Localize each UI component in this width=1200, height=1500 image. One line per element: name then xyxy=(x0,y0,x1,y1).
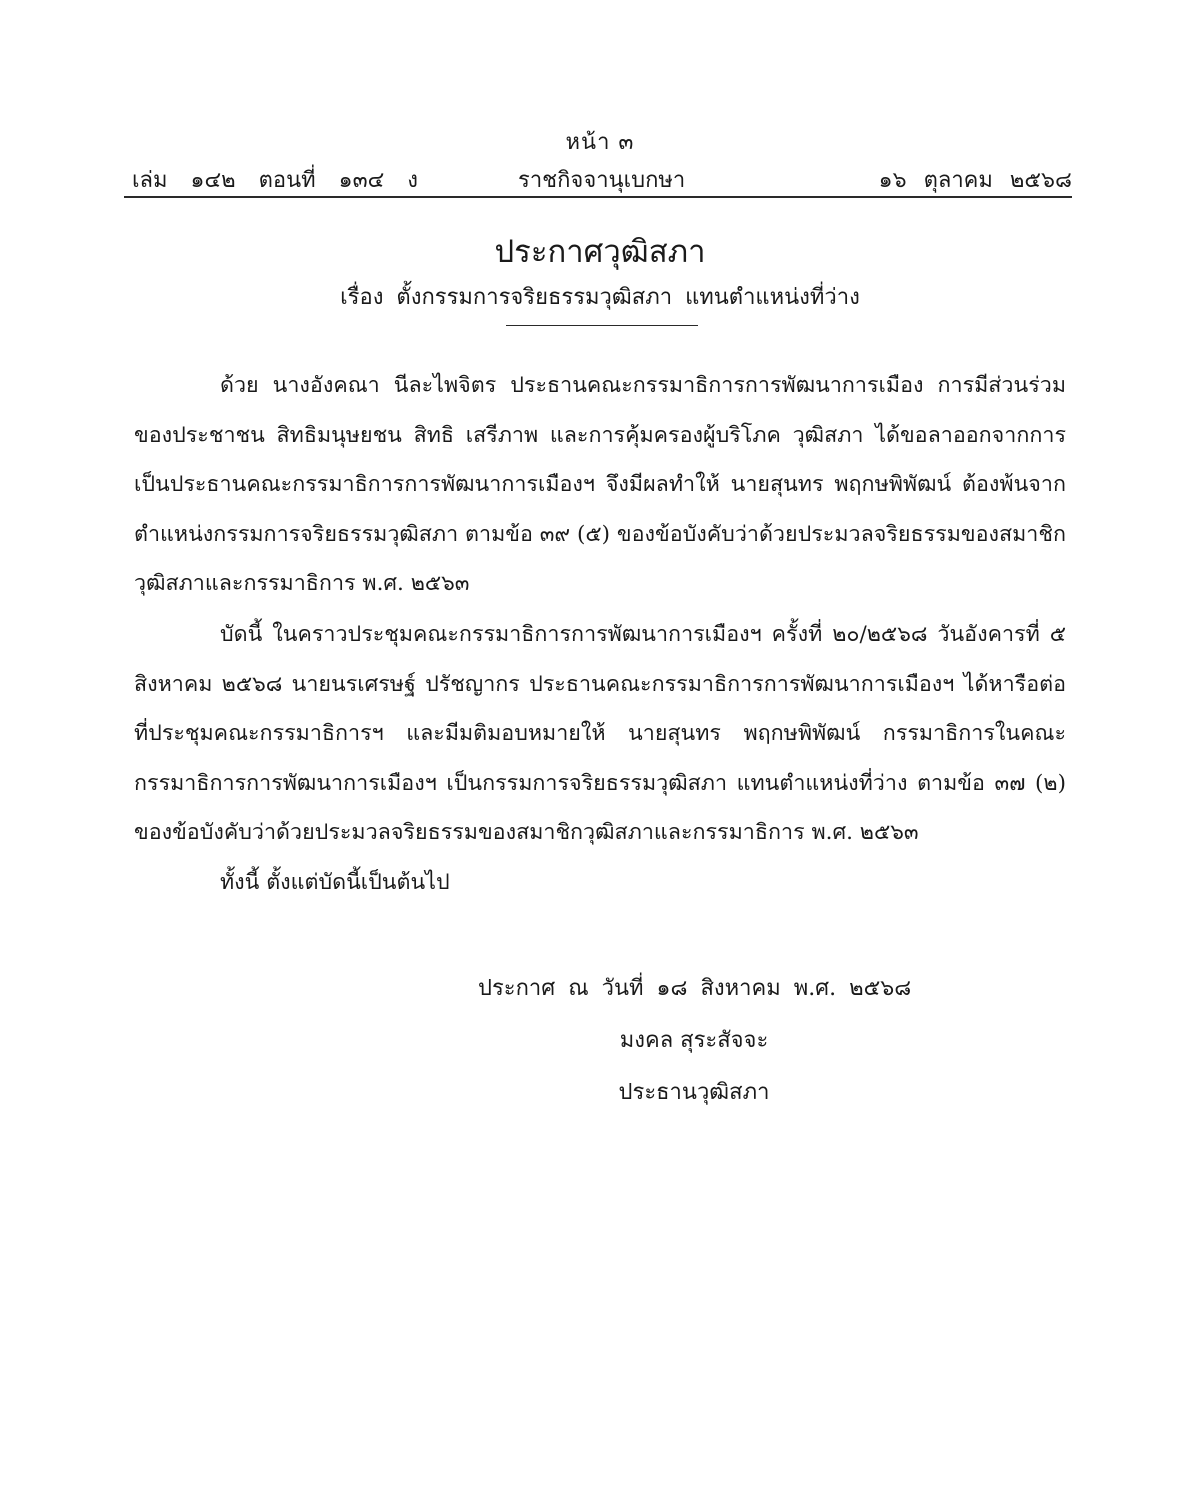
body-paragraph-1: ด้วย นางอังคณา นีละไพจิตร ประธานคณะกรรมาธิการการพัฒนาการเมือง การมีส่วนร่วมของประชาชน สิทธิมนุษยชน สิทธิ เสรีภาพ และการคุ้มครองผู้บริโภค วุฒิสภา ได้ขอลาออกจากการเป็นประธานคณะกรรมาธิการการพัฒนาการเมืองฯ จึงมีผลทำให้ นายสุนทร พฤกษพิพัฒน์ ต้องพ้นจากตำแหน่งกรรมการจริยธรรมวุฒิสภา ตามข้อ ๓๙ (๕) ของข้อบังคับว่าด้วยประมวลจริยธรรมของสมาชิกวุฒิสภาและกรรมาธิการ พ.ศ. ๒๕๖๓ xyxy=(134,373,1066,597)
body-paragraph-3: ทั้งนี้ ตั้งแต่บัดนี้เป็นต้นไป xyxy=(220,870,450,895)
gazette-header xyxy=(132,162,1072,194)
gazette-name: ราชกิจจานุเบกษา xyxy=(518,168,686,193)
page-number: หน้า ๓ xyxy=(565,130,635,155)
document-title: ประกาศวุฒิสภา xyxy=(494,234,706,270)
volume-issue: เล่ม ๑๔๒ ตอนที่ ๑๓๔ ง xyxy=(132,168,419,193)
document-subject: เรื่อง ตั้งกรรมการจริยธรรมวุฒิสภา แทนตำแหน่งที่ว่าง xyxy=(340,285,860,310)
body-paragraph-2: บัดนี้ ในคราวประชุมคณะกรรมาธิการการพัฒนาการเมืองฯ ครั้งที่ ๒๐/๒๕๖๘ วันอังคารที่ ๕ สิงหาคม ๒๕๖๘ นายนรเศรษฐ์ ปรัชญากร ประธานคณะกรรมาธิการการพัฒนาการเมืองฯ ได้หารือต่อที่ประชุมคณะกรรมาธิการฯ และมีมติมอบหมายให้ นายสุนทร พฤกษพิพัฒน์ กรรมาธิการในคณะกรรมาธิการการพัฒนาการเมืองฯ เป็นกรรมการจริยธรรมวุฒิสภา แทนตำแหน่งที่ว่าง ตามข้อ ๓๗ (๒) ของข้อบังคับว่าด้วยประมวลจริยธรรมของสมาชิกวุฒิสภาและกรรมาธิการ พ.ศ. ๒๕๖๓ xyxy=(134,622,1066,846)
announcement-date: ประกาศ ณ วันที่ ๑๘ สิงหาคม พ.ศ. ๒๕๖๘ xyxy=(478,976,912,1001)
publication-date: ๑๖ ตุลาคม ๒๕๖๘ xyxy=(878,168,1072,193)
signatory-name: มงคล สุระสัจจะ xyxy=(619,1028,769,1053)
title-divider xyxy=(506,325,698,326)
signatory-position: ประธานวุฒิสภา xyxy=(618,1080,770,1105)
header-divider xyxy=(124,196,1072,198)
